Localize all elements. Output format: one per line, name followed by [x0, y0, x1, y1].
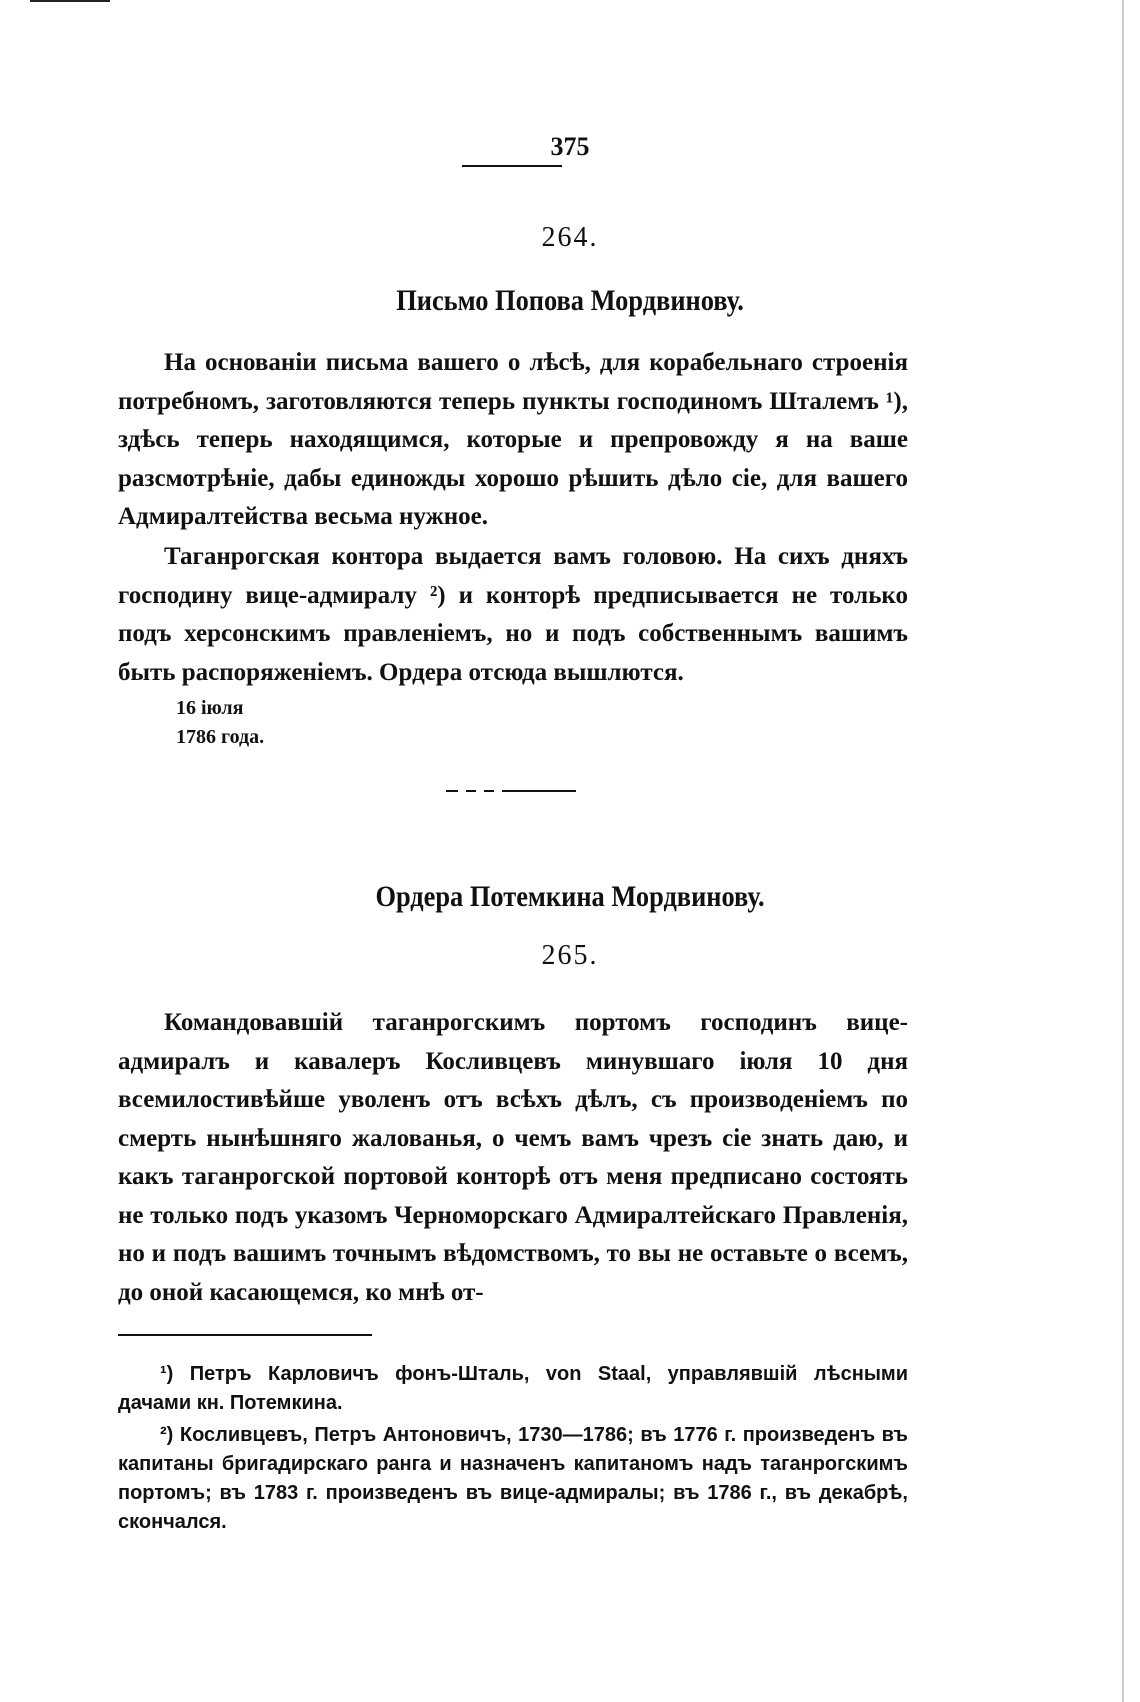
page-number: 375 — [550, 132, 590, 161]
scan-edge-mark — [30, 0, 110, 2]
letter-paragraph-1 — [118, 344, 908, 537]
orders-paragraph-1-text: Командовавшій таганрогскимъ портомъ господинъ вице-адмиралъ и кавалеръ Косливцевъ минувшаго іюля 10 дня всемилостивѣйше уволенъ отъ всѣхъ дѣлъ, съ производеніемъ по смерть нынѣшняго жалованья, о чемъ вамъ чрезъ сіе знать даю, и какъ таганрогской портовой конторѣ отъ меня предписано состоять не только подъ указомъ Черноморскаго Адмиралтейскаго Правленія, но и подъ вашимъ точнымъ вѣдомствомъ, то вы не оставьте о всемъ, до оной касающемся, ко мнѣ от- — [118, 1009, 908, 1306]
page-number-underline — [462, 165, 562, 167]
letter-paragraph-2-text: Таганрогская контора выдается вамъ головою. На сихъ дняхъ господину вице-адмиралу ²) и конторѣ предписывается не только подъ херсонскимъ правленіемъ, но и подъ собственнымъ вашимъ быть распоряженіемъ. Ордера отсюда вышлются. — [118, 543, 908, 686]
footnote-rule — [118, 1334, 372, 1336]
orders-paragraph-1 — [118, 1004, 908, 1312]
letter-paragraph-1-text: На основаніи письма вашего о лѣсѣ, для корабельнаго строенія потребномъ, заготовляются теперь пункты господиномъ Шталемъ ¹), здѣсь теперь находящимся, которые и препровожду я на ваше разсмотрѣніе, дабы единожды хорошо рѣшить дѣло сіе, для вашего Адмиралтейства весьма нужное. — [118, 349, 908, 530]
document-number-264: 264. — [541, 222, 599, 253]
letter-date-day: 16 іюля — [176, 697, 244, 719]
scan-edge-line — [1122, 0, 1124, 1702]
document-number-265: 265. — [541, 940, 599, 971]
footnote-1-text: ¹) Петръ Карловичъ фонъ-Шталь, von Staal, управлявшій лѣсными дачами кн. Потемкина. — [118, 1363, 908, 1414]
letter-paragraph-2 — [118, 538, 908, 692]
section-separator — [446, 790, 576, 792]
footnote-1 — [118, 1360, 908, 1418]
footnote-2 — [118, 1421, 908, 1537]
letter-date-year: 1786 года. — [176, 726, 265, 748]
letter-title: Письмо Попова Мордвинову. — [396, 284, 744, 317]
footnote-2-text: ²) Косливцевъ, Петръ Антоновичъ, 1730—1786; въ 1776 г. произведенъ въ капитаны бригадирскаго ранга и назначенъ капитаномъ надъ таганрогскимъ портомъ; въ 1783 г. произведенъ въ вице-адмиралы; въ 1786 г., въ декабрѣ, скончался. — [118, 1424, 908, 1533]
orders-title: Ордера Потемкина Мордвинову. — [375, 880, 765, 913]
